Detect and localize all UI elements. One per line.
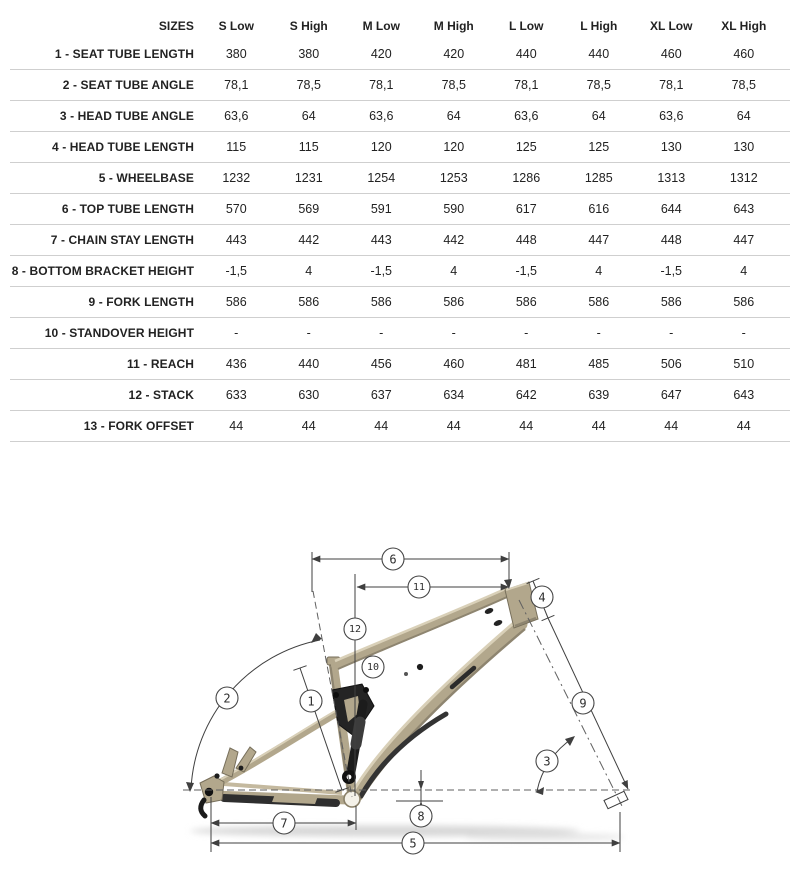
row-label: 1 - SEAT TUBE LENGTH — [54, 47, 194, 61]
value-cell: 440 — [298, 357, 320, 371]
callout-7 — [273, 812, 295, 834]
row-label: 7 - CHAIN STAY LENGTH — [50, 233, 194, 247]
brake-bolt — [239, 766, 244, 771]
row-label: 10 - STANDOVER HEIGHT — [44, 326, 194, 340]
value-cell: -1,5 — [660, 264, 683, 278]
value-cell: 637 — [370, 388, 392, 402]
header-sizes-label: SIZES — [158, 19, 194, 33]
value-cell: 1286 — [512, 171, 541, 185]
value-cell: 630 — [298, 388, 320, 402]
value-cell: 78,1 — [224, 78, 249, 92]
value-cell: 63,6 — [224, 109, 249, 123]
callout-1 — [300, 690, 322, 712]
row-label: 4 - HEAD TUBE LENGTH — [51, 140, 194, 154]
row-label: 3 - HEAD TUBE ANGLE — [59, 109, 194, 123]
value-cell: 1254 — [367, 171, 396, 185]
value-cell: - — [306, 326, 311, 340]
value-cell: 586 — [660, 295, 682, 309]
value-cell: 44 — [664, 419, 679, 433]
callout-10 — [362, 656, 384, 678]
row-label: 6 - TOP TUBE LENGTH — [61, 202, 194, 216]
value-cell: 115 — [298, 140, 319, 154]
value-cell: 44 — [301, 419, 316, 433]
callout-number: 9 — [579, 696, 587, 711]
value-cell: 570 — [225, 202, 247, 216]
value-cell: 380 — [298, 47, 320, 61]
value-cell: 4 — [305, 264, 313, 278]
value-cell: 1312 — [729, 171, 758, 185]
value-cell: 634 — [443, 388, 465, 402]
rear-axle-bolt — [205, 788, 213, 796]
callout-number: 3 — [543, 754, 551, 769]
value-cell: 78,1 — [659, 78, 684, 92]
value-cell: 591 — [370, 202, 392, 216]
value-cell: 120 — [370, 140, 392, 154]
value-cell: 442 — [298, 233, 320, 247]
value-cell: - — [379, 326, 384, 340]
row-label: 13 - FORK OFFSET — [83, 419, 194, 433]
value-cell: 440 — [515, 47, 537, 61]
value-cell: 442 — [443, 233, 465, 247]
value-cell: - — [669, 326, 674, 340]
value-cell: - — [741, 326, 746, 340]
arc-head-angle-arrow-bottom — [535, 787, 544, 795]
bottom-bracket — [344, 791, 360, 807]
callout-number: 2 — [223, 691, 231, 706]
header-size-col: L High — [580, 19, 618, 33]
bike-frame-illustration — [200, 582, 538, 816]
header-size-col: XL Low — [650, 19, 693, 33]
value-cell: 460 — [660, 47, 682, 61]
header-size-col: XL High — [721, 19, 767, 33]
value-cell: 586 — [225, 295, 247, 309]
cable-port — [404, 672, 408, 676]
value-cell: 633 — [225, 388, 247, 402]
callout-11 — [408, 576, 430, 598]
header-size-col: L Low — [509, 19, 544, 33]
value-cell: 130 — [733, 140, 755, 154]
value-cell: 456 — [370, 357, 392, 371]
value-cell: 586 — [298, 295, 320, 309]
seatstay — [215, 704, 353, 785]
value-cell: 4 — [740, 264, 748, 278]
value-cell: 44 — [591, 419, 606, 433]
shock-body — [356, 722, 360, 744]
value-cell: 448 — [660, 233, 682, 247]
row-label: 2 - SEAT TUBE ANGLE — [62, 78, 194, 92]
value-cell: 440 — [588, 47, 610, 61]
value-cell: 569 — [298, 202, 320, 216]
callout-9 — [572, 692, 594, 714]
callout-markers — [216, 548, 594, 854]
top-tube-bolt — [417, 664, 423, 670]
value-cell: -1,5 — [370, 264, 393, 278]
header-size-col: S High — [289, 19, 328, 33]
callout-2 — [216, 687, 238, 709]
callout-number: 10 — [366, 662, 380, 673]
row-label: 8 - BOTTOM BRACKET HEIGHT — [11, 264, 194, 278]
row-label: 11 - REACH — [126, 357, 194, 371]
value-cell: 1231 — [294, 171, 323, 185]
value-cell: 506 — [660, 357, 682, 371]
value-cell: 586 — [588, 295, 610, 309]
rocker-pivot-rear — [333, 692, 339, 698]
value-cell: 443 — [225, 233, 247, 247]
dim-seat-tube-tick-top — [293, 666, 306, 671]
value-cell: -1,5 — [515, 264, 538, 278]
value-cell: 64 — [736, 109, 751, 123]
value-cell: 78,5 — [296, 78, 321, 92]
callout-number: 6 — [389, 552, 397, 567]
value-cell: 44 — [229, 419, 244, 433]
row-label: 9 - FORK LENGTH — [88, 295, 194, 309]
value-cell: 586 — [443, 295, 465, 309]
value-cell: 460 — [443, 357, 465, 371]
arc-seat-angle-arrow-top — [311, 633, 322, 643]
header-size-col: M Low — [362, 19, 400, 33]
rocker-pivot-top — [363, 687, 369, 693]
value-cell: 448 — [515, 233, 537, 247]
value-cell: 78,5 — [731, 78, 756, 92]
value-cell: 643 — [733, 388, 755, 402]
value-cell: - — [596, 326, 601, 340]
dimension-lines — [183, 552, 630, 852]
value-cell: 643 — [733, 202, 755, 216]
value-cell: 63,6 — [514, 109, 539, 123]
callout-number: 12 — [348, 624, 362, 635]
derailleur-hanger — [201, 800, 205, 816]
value-cell: 1232 — [222, 171, 251, 185]
value-cell: 510 — [733, 357, 755, 371]
value-cell: 64 — [446, 109, 461, 123]
value-cell: 44 — [374, 419, 389, 433]
value-cell: 64 — [591, 109, 606, 123]
headset-bolt-upper — [484, 607, 494, 615]
headset-bolt-lower — [493, 619, 503, 627]
bb-arrow-down — [418, 781, 424, 790]
value-cell: - — [234, 326, 239, 340]
value-cell: 447 — [588, 233, 610, 247]
value-cell: 63,6 — [659, 109, 684, 123]
value-cell: 460 — [733, 47, 755, 61]
value-cell: 485 — [588, 357, 610, 371]
row-label: 12 - STACK — [128, 388, 194, 402]
value-cell: 420 — [443, 47, 465, 61]
value-cell: 380 — [225, 47, 247, 61]
value-cell: 647 — [660, 388, 682, 402]
callout-6 — [382, 548, 404, 570]
dim-head-tick-top — [527, 578, 540, 583]
value-cell: 590 — [443, 202, 465, 216]
header-size-col: M High — [433, 19, 474, 33]
value-cell: 436 — [225, 357, 247, 371]
stay-pivot-bolt — [214, 773, 219, 778]
callout-4 — [531, 586, 553, 608]
value-cell: 617 — [515, 202, 537, 216]
dim-head-tick-bottom — [542, 615, 555, 620]
value-cell: 639 — [588, 388, 610, 402]
value-cell: 4 — [450, 264, 458, 278]
value-cell: 78,5 — [441, 78, 466, 92]
value-cell: 420 — [370, 47, 392, 61]
callout-3 — [536, 750, 558, 772]
value-cell: 78,1 — [369, 78, 394, 92]
value-cell: 644 — [660, 202, 682, 216]
value-cell: 44 — [736, 419, 751, 433]
value-cell: 44 — [519, 419, 534, 433]
value-cell: 4 — [595, 264, 603, 278]
value-cell: 586 — [733, 295, 755, 309]
value-cell: 1253 — [439, 171, 468, 185]
value-cell: 616 — [588, 202, 610, 216]
value-cell: 1285 — [584, 171, 613, 185]
arc-head-angle-arrow-top — [565, 736, 575, 746]
fork-end-marker — [604, 791, 628, 808]
callout-8 — [410, 805, 432, 827]
callout-5 — [402, 832, 424, 854]
value-cell: - — [451, 326, 456, 340]
value-cell: 64 — [301, 109, 316, 123]
value-cell: 63,6 — [369, 109, 394, 123]
value-cell: 120 — [443, 140, 465, 154]
callout-number: 7 — [280, 816, 288, 831]
row-label: 5 - WHEELBASE — [98, 171, 194, 185]
callout-number: 8 — [417, 809, 425, 824]
callout-number: 11 — [412, 582, 426, 593]
value-cell: 44 — [446, 419, 461, 433]
value-cell: 586 — [515, 295, 537, 309]
value-cell: -1,5 — [225, 264, 248, 278]
value-cell: 447 — [733, 233, 755, 247]
header-size-col: S Low — [218, 19, 254, 33]
value-cell: 443 — [370, 233, 392, 247]
seatstay-highlight — [216, 702, 351, 782]
value-cell: 78,5 — [586, 78, 611, 92]
steering-axis-line — [519, 600, 623, 808]
value-cell: 642 — [515, 388, 537, 402]
callout-number: 4 — [538, 590, 546, 605]
value-cell: - — [524, 326, 529, 340]
callout-number: 5 — [409, 836, 417, 851]
arc-seat-angle — [191, 640, 320, 789]
value-cell: 481 — [515, 357, 537, 371]
value-cell: 115 — [226, 140, 247, 154]
callout-12 — [344, 618, 366, 640]
value-cell: 1313 — [657, 171, 686, 185]
value-cell: 78,1 — [514, 78, 539, 92]
callout-number: 1 — [307, 694, 315, 709]
value-cell: 130 — [660, 140, 682, 154]
value-cell: 125 — [515, 140, 537, 154]
value-cell: 586 — [370, 295, 392, 309]
value-cell: 125 — [588, 140, 610, 154]
